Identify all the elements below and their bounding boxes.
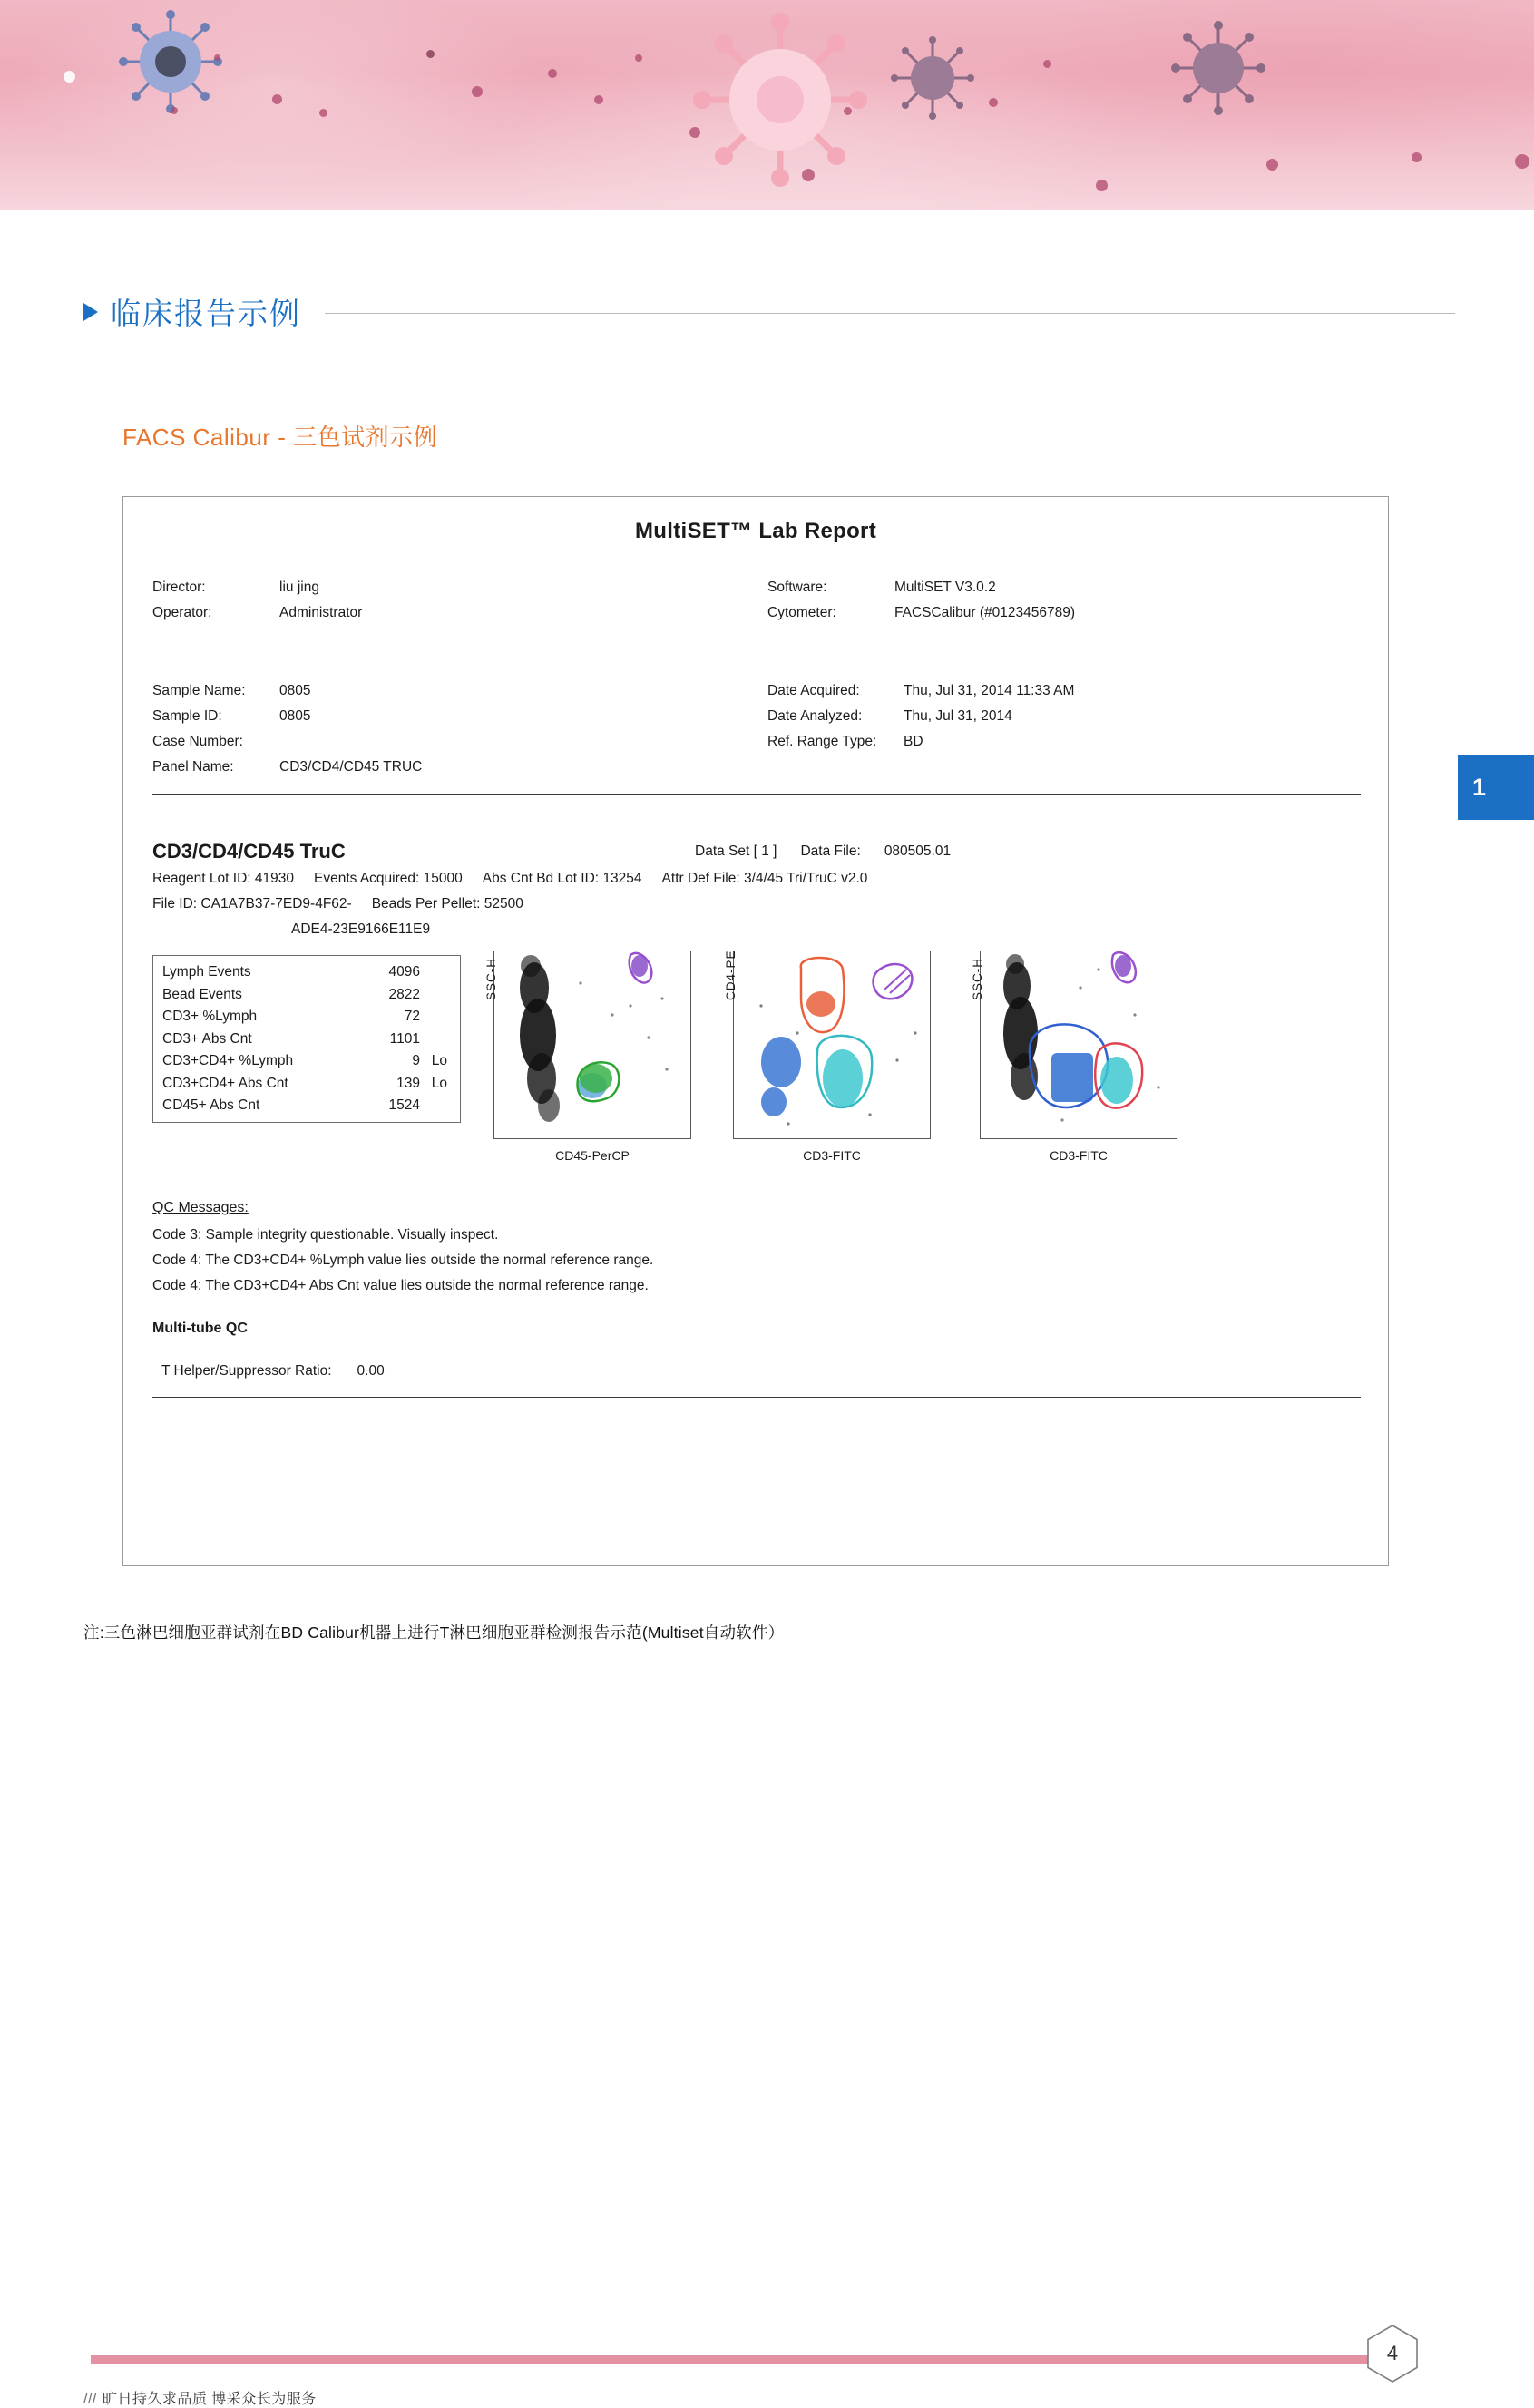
meta-label: Sample ID:: [152, 708, 222, 724]
footer-rule: [91, 2355, 1372, 2364]
plot3-x-axis-label: CD3-FITC: [1050, 1148, 1108, 1163]
chapter-tab: [1458, 755, 1534, 820]
table-row: [162, 984, 451, 1007]
virus-icon-2: [689, 9, 871, 190]
meta-label: Date Acquired:: [767, 683, 860, 698]
stat-value: 2822: [388, 986, 420, 1002]
section-heading: [83, 290, 1455, 333]
meta-value: 0805: [279, 708, 311, 724]
meta-row: [152, 729, 715, 755]
page-title: 临床报告示例: [111, 297, 301, 330]
page-number-badge: [1365, 2324, 1420, 2384]
footer-slogan: [83, 2387, 317, 2408]
heading-divider: [325, 313, 1455, 314]
field-pair: Attr Def File: 3/4/45 Tri/TruC v2.0: [661, 871, 868, 886]
qc-message: Code 4: The CD3+CD4+ %Lymph value lies outside the normal reference range.: [152, 1253, 654, 1268]
meta-value: FACSCalibur (#0123456789): [894, 605, 1076, 620]
dataset-label: Data Set [ 1 ]: [695, 843, 777, 859]
virus-icon-1: [116, 7, 225, 116]
scatter-plot-cd45-ssc: [493, 951, 691, 1139]
meta-label: Software:: [767, 580, 827, 595]
stat-flag: [420, 984, 451, 1007]
meta-value: MultiSET V3.0.2: [894, 580, 996, 595]
meta-label: Ref. Range Type:: [767, 734, 877, 749]
meta-value: 0805: [279, 683, 311, 698]
stat-flag: [420, 1095, 451, 1117]
table-row: [162, 1029, 451, 1051]
meta-row: [152, 678, 715, 704]
meta-row: [152, 600, 715, 626]
fileid-info-row: [152, 896, 523, 912]
reagent-info-row: [152, 871, 867, 887]
stat-value: 72: [404, 1009, 420, 1024]
virus-icon-3: [889, 34, 976, 122]
ratio-label: T Helper/Suppressor Ratio:: [161, 1363, 332, 1379]
particle-dot: [594, 95, 603, 104]
meta-value: liu jing: [279, 580, 319, 595]
ratio-value: 0.00: [357, 1363, 385, 1379]
field-pair: Events Acquired: 15000: [314, 871, 463, 886]
meta-row: [152, 755, 715, 780]
meta-value: Thu, Jul 31, 2014: [904, 708, 1012, 724]
meta-row: [767, 678, 1348, 704]
qc-message: Code 4: The CD3+CD4+ Abs Cnt value lies outside the normal reference range.: [152, 1278, 649, 1293]
particle-dot: [1266, 159, 1278, 171]
report-title: MultiSET™ Lab Report: [635, 519, 876, 543]
particle-dot: [171, 107, 178, 114]
qc-messages-title: QC Messages:: [152, 1200, 249, 1215]
meta-row: [152, 575, 715, 600]
stat-value: 139: [396, 1075, 420, 1091]
plot2-x-axis-label: CD3-FITC: [803, 1148, 861, 1163]
particle-dot: [844, 107, 852, 115]
report-divider-bottom: [152, 1397, 1361, 1398]
meta-label: Panel Name:: [152, 759, 234, 775]
particle-dot: [64, 71, 75, 83]
dataset-line: [695, 843, 951, 860]
footer-slashes: ///: [83, 2392, 97, 2407]
particle-dot: [1515, 154, 1529, 169]
report-sample-block: [123, 678, 1388, 778]
fileid-continuation: ADE4-23E9166E11E9: [291, 921, 431, 937]
stat-name: Bead Events: [162, 986, 242, 1002]
table-row: [162, 961, 451, 984]
field-pair: Reagent Lot ID: 41930: [152, 871, 294, 886]
meta-row: [767, 600, 1348, 626]
sample-right-column: [767, 678, 1348, 755]
particle-dot: [472, 86, 483, 97]
stat-name: CD3+CD4+ Abs Cnt: [162, 1075, 288, 1091]
stat-flag: Lo: [431, 1075, 447, 1091]
scatter-plot-cd3-cd4: [733, 951, 931, 1139]
particle-dot: [802, 169, 815, 181]
stat-name: CD3+ Abs Cnt: [162, 1030, 252, 1047]
plot3-y-axis-label: SSC-H: [971, 957, 984, 1000]
chapter-number: 1: [1472, 773, 1487, 801]
meta-value: CD3/CD4/CD45 TRUC: [279, 759, 423, 775]
page-body: [0, 210, 1534, 2407]
meta-row: [767, 575, 1348, 600]
meta-label: Director:: [152, 580, 206, 595]
triangle-bullet-icon: [83, 303, 98, 321]
report-meta-block: [123, 575, 1388, 693]
stat-flag: [420, 1029, 451, 1051]
report-divider-top: [152, 794, 1361, 795]
particle-dot: [1096, 180, 1108, 191]
field-pair: Abs Cnt Bd Lot ID: 13254: [482, 871, 642, 886]
sample-left-column: [152, 678, 715, 780]
meta-label: Case Number:: [152, 734, 243, 749]
particle-dot: [635, 54, 642, 62]
particle-dot: [548, 69, 557, 78]
multi-tube-qc-title: Multi-tube QC: [152, 1321, 248, 1336]
meta-label: Date Analyzed:: [767, 708, 863, 724]
footer-slogan-text: 旷日持久求品质 博采众长为服务: [102, 2392, 317, 2407]
scatter-plot-cd3-ssc: [980, 951, 1177, 1139]
meta-row: [152, 704, 715, 729]
field-pair: File ID: CA1A7B37-7ED9-4F62-: [152, 896, 352, 912]
meta-row: [767, 704, 1348, 729]
stat-name: CD3+ %Lymph: [162, 1009, 258, 1024]
stat-value: 4096: [388, 964, 420, 980]
stat-name: CD45+ Abs Cnt: [162, 1097, 260, 1113]
meta-label: Operator:: [152, 605, 212, 620]
particle-dot: [1412, 152, 1422, 162]
meta-right-column: [767, 575, 1348, 626]
plot1-x-axis-label: CD45-PerCP: [555, 1148, 630, 1163]
field-pair: Beads Per Pellet: 52500: [371, 896, 523, 912]
ratio-row: [161, 1363, 385, 1379]
stat-value: 9: [412, 1053, 420, 1068]
virus-icon-4: [1168, 18, 1268, 118]
subsection-title: FACS Calibur - 三色试剂示例: [122, 424, 438, 451]
stat-name: CD3+CD4+ %Lymph: [162, 1053, 294, 1068]
stat-flag: [420, 1006, 451, 1029]
qc-message: Code 3: Sample integrity questionable. Visually inspect.: [152, 1227, 499, 1243]
lab-report-card: [122, 496, 1389, 1566]
table-row: [162, 1095, 451, 1117]
particle-dot: [426, 50, 435, 58]
panel-title: CD3/CD4/CD45 TruC: [152, 840, 346, 863]
particle-dot: [319, 109, 327, 117]
figure-note: 注:三色淋巴细胞亚群试剂在BD Calibur机器上进行T淋巴细胞亚群检测报告示范(Multiset自动软件）: [83, 1623, 785, 1642]
particle-dot: [272, 94, 282, 104]
table-row: [162, 1073, 451, 1096]
particle-dot: [214, 54, 220, 61]
meta-value: Administrator: [279, 605, 363, 620]
particle-dot: [689, 127, 700, 138]
table-row: [162, 1050, 451, 1073]
header-banner: [0, 0, 1534, 210]
table-row: [162, 1006, 451, 1029]
meta-row: [767, 729, 1348, 755]
page-number: 4: [1386, 2342, 1399, 2364]
stat-flag: [420, 961, 451, 984]
stat-value: 1524: [388, 1097, 420, 1113]
particle-dot: [1043, 60, 1051, 68]
stat-name: Lymph Events: [162, 964, 251, 980]
particle-dot: [989, 98, 998, 107]
stat-value: 1101: [389, 1030, 420, 1047]
meta-value: BD: [904, 734, 923, 749]
datafile-value: 080505.01: [884, 843, 952, 859]
meta-value: Thu, Jul 31, 2014 11:33 AM: [904, 683, 1075, 698]
datafile-label: Data File:: [800, 843, 861, 859]
plot1-y-axis-label: SSC-H: [484, 957, 498, 1000]
statistics-table: [152, 955, 461, 1123]
meta-label: Sample Name:: [152, 683, 246, 698]
meta-label: Cytometer:: [767, 605, 836, 620]
meta-left-column: [152, 575, 715, 626]
stat-flag: Lo: [431, 1053, 447, 1068]
plot2-y-axis-label: CD4-PE: [724, 950, 738, 1000]
